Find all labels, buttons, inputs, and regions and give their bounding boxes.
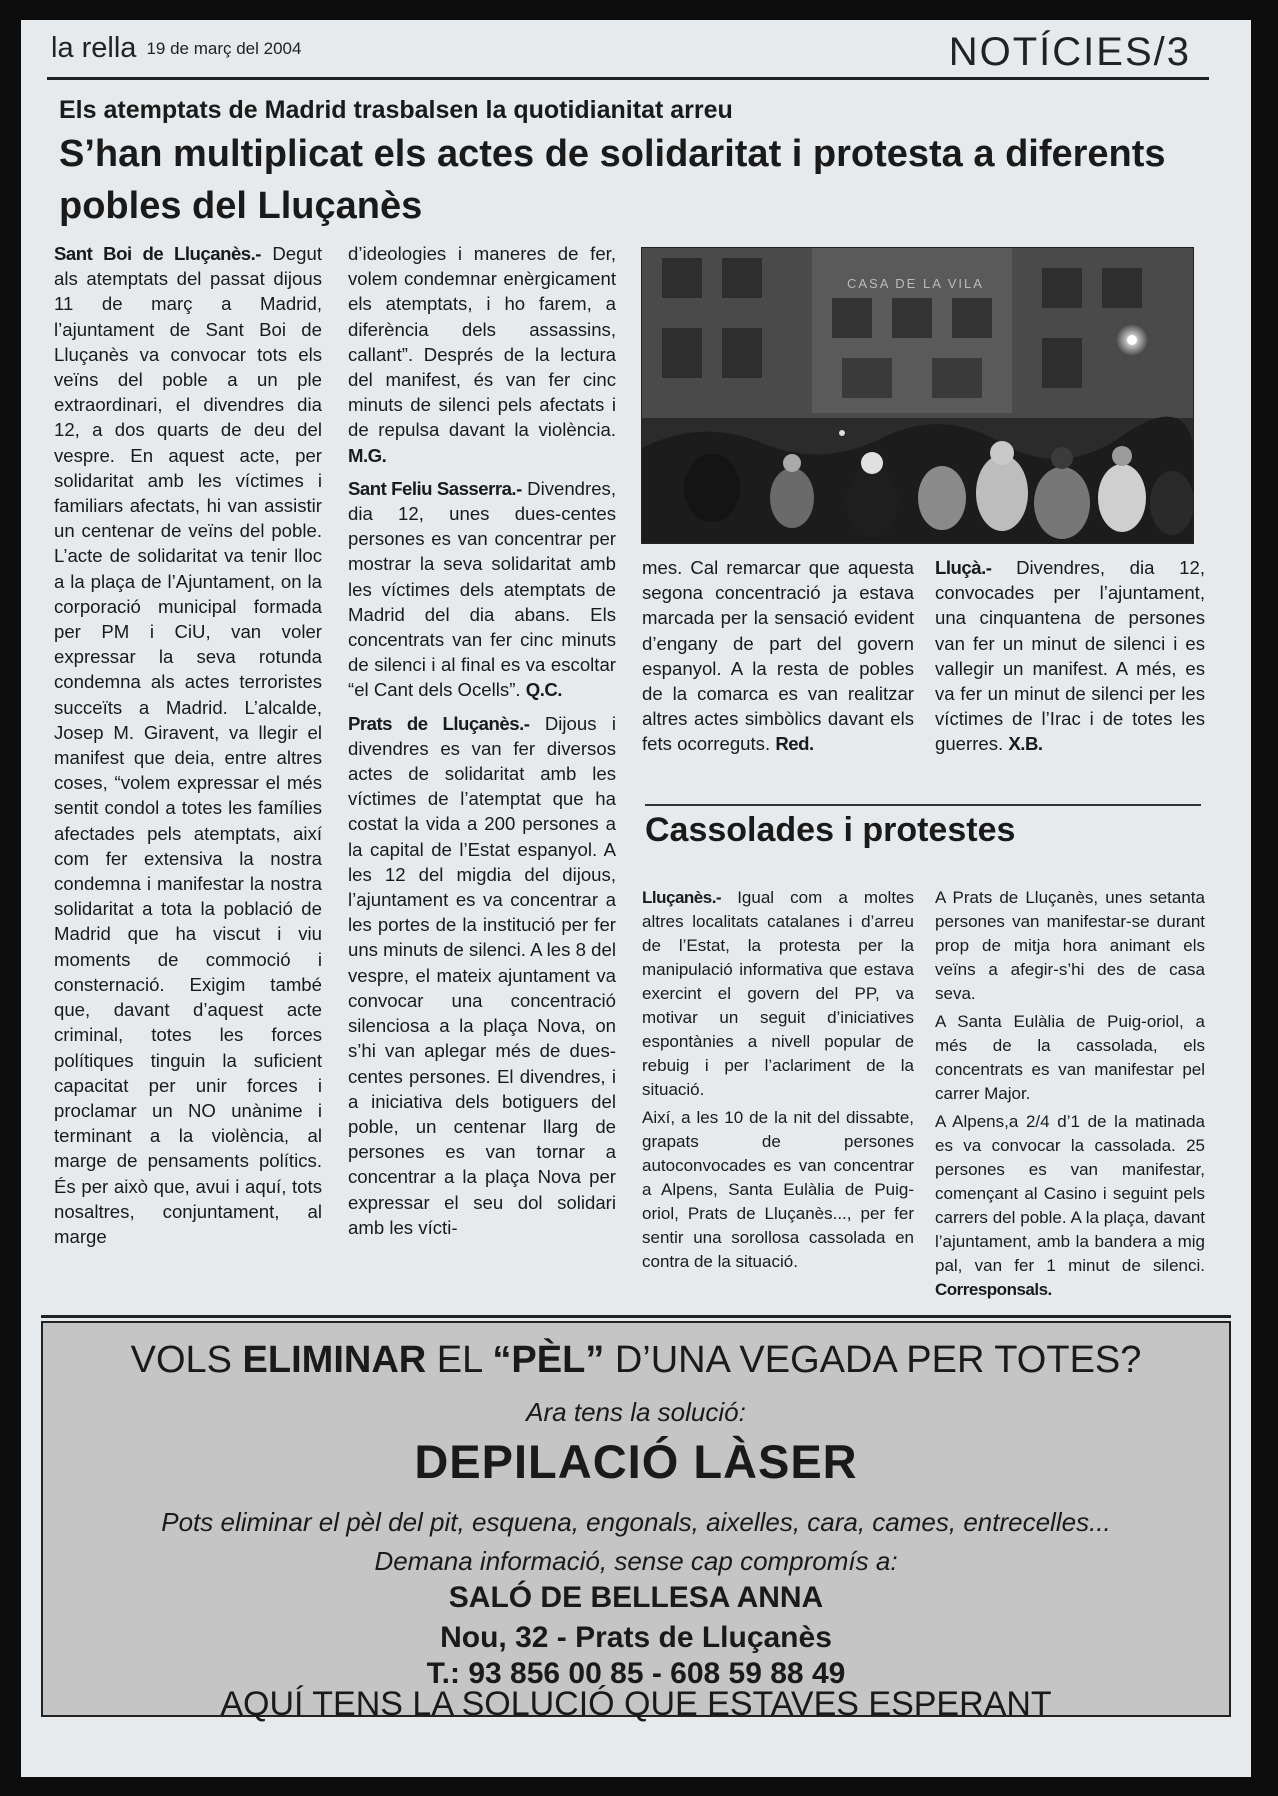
article-text: A Alpens,a 2/4 d’1 de la matinada es va convocar la cassolada. 25 persones es van manifestar, començant al Casino i seguint pels carrers del poble. A la plaça, davant l’ajuntament, amb la bandera a mig pal, van fer 1 minut de silenci. [935, 1112, 1205, 1275]
ad-text: VOLS [130, 1339, 243, 1381]
ad-top-rule [41, 1315, 1231, 1318]
ad-address: Nou, 32 - Prats de Lluçanès [440, 1621, 832, 1654]
ad-service-title: DEPILACIÓ LÀSER [414, 1435, 858, 1488]
advertisement [41, 1321, 1231, 1723]
article-text: d’ideologies i maneres de fer, volem condemnar enèrgicament els atemptats, i ho farem, a diferència dels assassins, callant”. Després de la lectura del manifest, és van fer cinc minuts de silenci pels afectats i de repulsa davant la violència. [348, 243, 616, 441]
column-3 [642, 555, 914, 757]
cassolades-column-2 [935, 886, 1205, 1302]
ad-subline: Ara tens la solució: [526, 1397, 746, 1427]
article-text: mes. Cal remarcar que aquesta segona concentració ja estava marcada per la sensació evident d’engany de part del govern espanyol. A la resta de pobles de la comarca es van realitzar altres actes simbòlics davant els fets ocorreguts. [642, 557, 914, 755]
signature: X.B. [1008, 733, 1043, 755]
ad-description: Pots eliminar el pèl del pit, esquena, engonals, aixelles, cara, cames, entrecelles... [161, 1507, 1111, 1537]
article-text: A Santa Eulàlia de Puig-oriol, a més de la cassolada, els concentrats es van manifestar pel carrer Major. [935, 1012, 1205, 1103]
photo-sign-text: CASA DE LA VILA [847, 276, 984, 291]
signature: M.G. [348, 444, 387, 466]
photo-crowd-illustration [642, 248, 1193, 543]
masthead [51, 32, 301, 65]
subheading-cassolades: Cassolades i protestes [645, 811, 1016, 849]
signature: Q.C. [525, 679, 562, 701]
place-label: Sant Boi de Lluçanès.- [54, 243, 261, 264]
ad-text: D’UNA VEGADA PER TOTES? [604, 1339, 1142, 1381]
publication-name: la rella [51, 32, 137, 64]
signature: Corresponsals. [935, 1280, 1052, 1299]
article-sant-boi [54, 241, 322, 1249]
section-rule [645, 804, 1201, 806]
section-label: NOTÍCIES/3 [948, 30, 1191, 74]
article-lluca [935, 555, 1205, 757]
column-2 [348, 241, 616, 1240]
article-text: Dijous i divendres es van fer diversos actes de solidaritat amb les víctimes de l’atemptat que ha costat la vida a 200 persones a la capital de l’Estat espanyol. A les 12 del migdia del dijous, l’ajuntament es va concentrar a les portes de la institució per fer uns minuts de silenci. A les 8 del vespre, el mateix ajuntament va convocar una concentració silenciosa a la plaça Nova, on s’hi van aplegar més de dues-centes persones. El divendres, i a iniciativa dels botiguers del poble, un centenar llarg de persones es van tornar a concentrar a la plaça Nova per expressar el seu dol solidari amb les vícti- [348, 712, 617, 1238]
place-label: Sant Feliu Sasserra.- [348, 477, 522, 499]
header-rule [47, 77, 1209, 80]
article-text: Igual com a moltes altres localitats catalanes i d’arreu de l’Estat, la protesta per la manipulació informativa que estava exercint el govern del PP, va motivar un seguit d’iniciatives espontànies a nivell popular de rebuig i per l’aclariment de la situació. [642, 888, 914, 1099]
signature: Red. [775, 733, 814, 755]
cassolades-column-1 [642, 886, 914, 1274]
newspaper-page [21, 20, 1251, 1777]
ad-info-line: Demana informació, sense cap compromís a: [374, 1546, 898, 1576]
ad-text-bold: “PÈL” [492, 1339, 605, 1381]
ad-text: EL [426, 1339, 493, 1381]
kicker: Els atemptats de Madrid trasbalsen la quotidianitat arreu [59, 96, 733, 124]
place-label: Lluçà.- [935, 557, 992, 578]
issue-date: 19 de març del 2004 [146, 39, 302, 58]
ad-tagline: AQUÍ TENS LA SOLUCIÓ QUE ESTAVES ESPERANT [220, 1685, 1052, 1723]
place-label: Prats de Lluçanès.- [348, 712, 530, 734]
ad-headline [43, 1339, 1229, 1382]
article-text: Divendres, dia 12, convocades per l’ajuntament, una cinquantena de persones van fer un minut de silenci i es vallegir un manifest. A més, es va fer un minut de silenci per les víctimes de l’Irac i de totes les guerres. [935, 557, 1205, 755]
article-text: Així, a les 10 de la nit del dissabte, grapats de persones autoconvocades es van concentrar a Alpens, Santa Eulàlia de Puig-oriol, Prats de Lluçanès..., per fer sentir una sorollosa cassolada en contra de la situació. [642, 1108, 914, 1271]
ad-text-bold: ELIMINAR [242, 1339, 427, 1381]
ad-business-name: SALÓ DE BELLESA ANNA [448, 1581, 824, 1614]
article-text: Degut als atemptats del passat dijous 11 de març a Madrid, l’ajuntament de Sant Boi de Lluçanès va convocar tots els veïns del poble a un ple extraordinari, el divendres dia 12, a dos quarts de deu del vespre. En aquest acte, per solidaritat amb les víctimes i familiars afectats, hi van assistir un centenar de veïns del poble. L’acte de solidaritat va tenir lloc a la plaça de l’Ajuntament, on la corporació municipal formada per PM i CiU, van voler expressar la seva rotunda condemna als actes terroristes succeïts a Madrid. L’alcalde, Josep M. Giravent, va llegir el manifest que deia, entre altres coses, “volem expressar el més sentit condol a totes les famílies afectades pels atemptats, així com fer extensiva la nostra condemna i manifestar la nostra solidaritat a tota la població de Madrid que ha viscut i viu moments de commoció i consternació. Exigim també que, davant d’aquest acte criminal, totes les forces polítiques tinguin la suficient capacitat per unir forces i proclamar un NO unànime i terminant a la violència, al marge de pensaments polítics. És per això que, avui i aquí, tots nosaltres, conjuntament, al marge [54, 243, 322, 1247]
ad-phone: T.: 93 856 00 85 - 608 59 88 49 [426, 1657, 846, 1690]
article-text: A Prats de Lluçanès, unes setanta persones van manifestar-se durant prop de mitja hora animant els veïns a afegir-s’hi des de casa seva. [935, 888, 1205, 1003]
place-label: Lluçanès.- [642, 888, 722, 907]
news-photo [641, 247, 1194, 544]
headline: S’han multiplicat els actes de solidaritat i protesta a diferents pobles del Lluçanès [59, 133, 1166, 227]
article-text: Divendres, dia 12, unes dues-centes persones es van concentrar per mostrar la seva solidaritat amb les víctimes dels atemptats de Madrid del dia abans. Els concentrats van fer cinc minuts de silenci i al final es va escoltar “el Cant dels Ocells”. [348, 477, 617, 701]
